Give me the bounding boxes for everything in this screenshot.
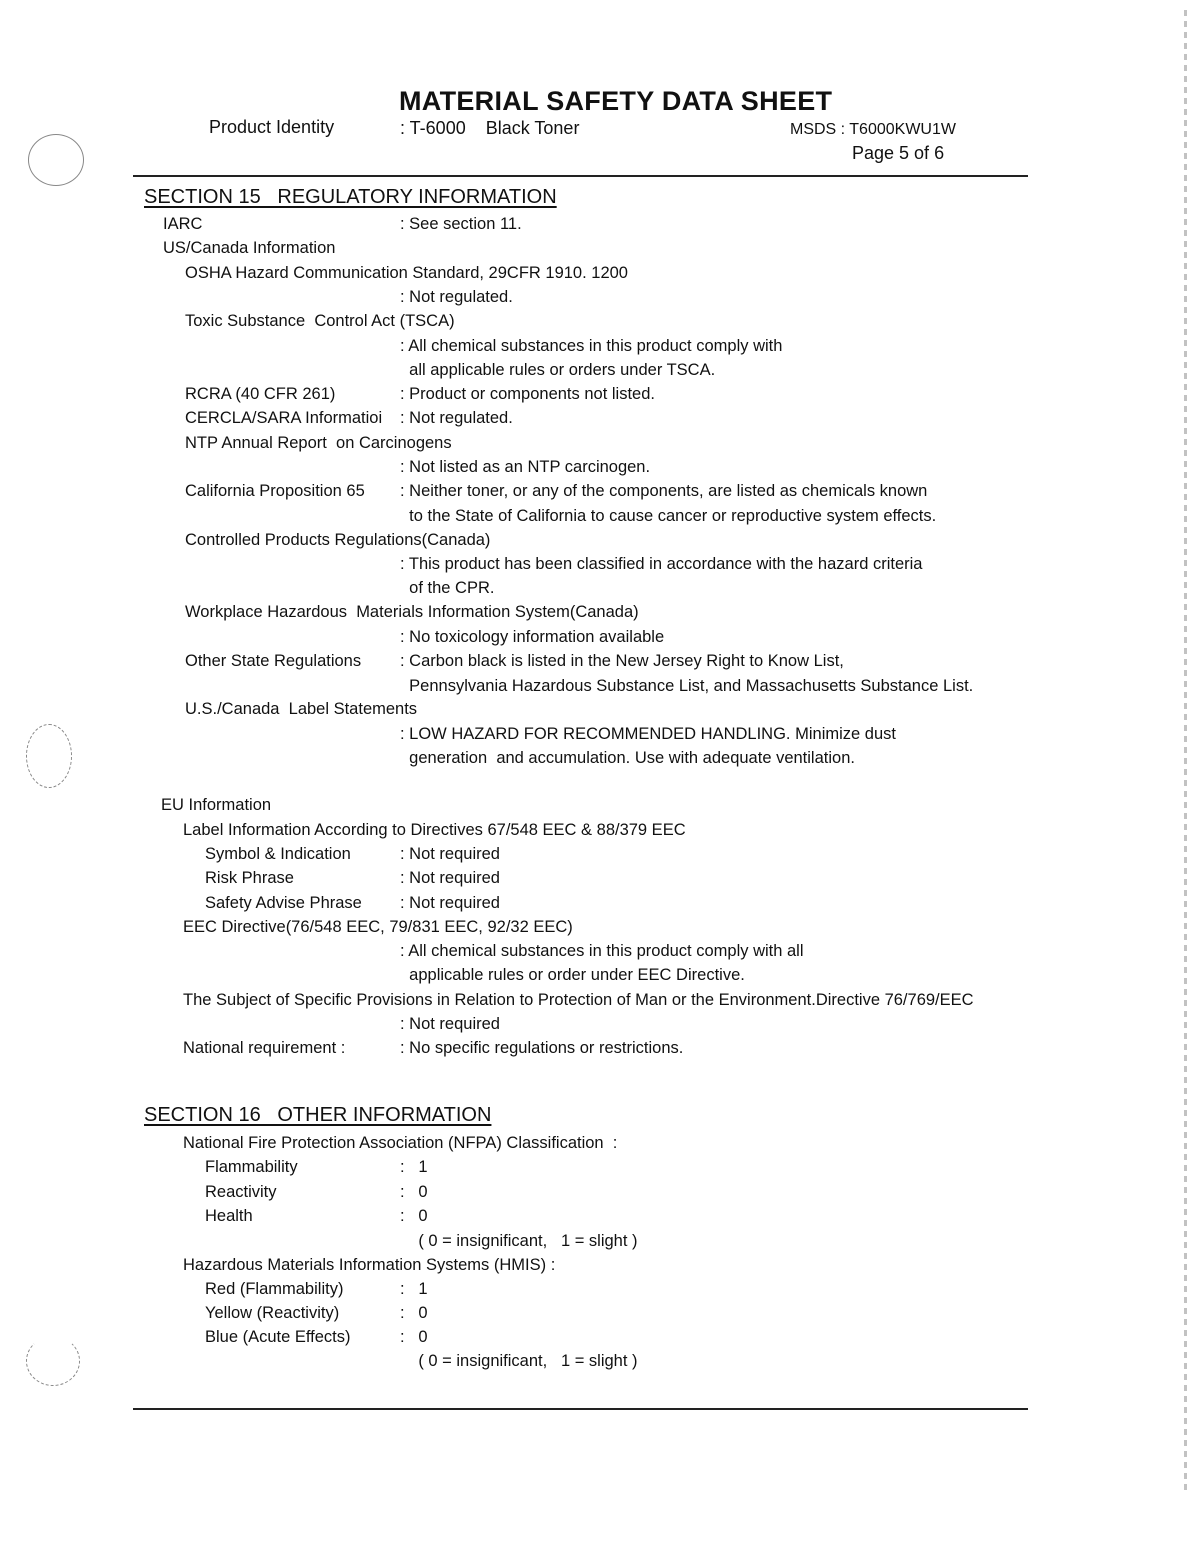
field-label: U.S./Canada Label Statements — [185, 700, 418, 718]
field-label: IARC — [163, 215, 203, 233]
field-value: ( 0 = insignificant, 1 = slight ) — [400, 1232, 638, 1250]
field-label: Toxic Substance Control Act (TSCA) — [185, 312, 455, 330]
field-label: NTP Annual Report on Carcinogens — [185, 434, 452, 452]
field-label: Red (Flammability) — [205, 1280, 344, 1298]
scan-edge — [1184, 10, 1187, 1490]
field-label: Flammability — [205, 1158, 298, 1176]
field-value: : Not required — [400, 845, 500, 863]
field-value: : No specific regulations or restrictions. — [400, 1039, 684, 1057]
page-number: Page 5 of 6 — [852, 143, 945, 163]
field-label: Symbol & Indication — [205, 845, 351, 863]
field-label: RCRA (40 CFR 261) — [185, 385, 336, 403]
footer-rule — [133, 1408, 1028, 1410]
field-label: CERCLA/SARA Informatioi — [185, 409, 383, 427]
field-label: Reactivity — [205, 1183, 277, 1201]
field-label: Controlled Products Regulations(Canada) — [185, 531, 491, 549]
field-label: Workplace Hazardous Materials Information System(Canada) — [185, 603, 639, 621]
field-label: OSHA Hazard Communication Standard, 29CFR 1910. 1200 — [185, 264, 628, 282]
field-label: The Subject of Specific Provisions in Relation to Protection of Man or the Environment.Directive 76/769/EEC — [183, 991, 974, 1009]
field-value: : 0 — [400, 1207, 428, 1225]
field-label: Hazardous Materials Information Systems (HMIS) : — [183, 1256, 556, 1274]
field-value: : 0 — [400, 1304, 428, 1322]
field-value: : Not required — [400, 894, 500, 912]
field-value: : All chemical substances in this product comply with — [400, 337, 783, 355]
field-value: : Not regulated. — [400, 409, 513, 427]
field-label: EEC Directive(76/548 EEC, 79/831 EEC, 92/32 EEC) — [183, 918, 573, 936]
field-label: Safety Advise Phrase — [205, 894, 362, 912]
punch-hole-middle — [26, 724, 72, 788]
field-label: EU Information — [161, 796, 272, 814]
field-value: : Not required — [400, 1015, 500, 1033]
section-16-heading: SECTION 16 OTHER INFORMATION — [144, 1104, 492, 1126]
field-value: : Product or components not listed. — [400, 385, 655, 403]
punch-hole-top — [28, 134, 84, 186]
field-value: : Not regulated. — [400, 288, 513, 306]
punch-hole-bottom — [26, 1336, 80, 1386]
section-15-heading: SECTION 15 REGULATORY INFORMATION — [144, 186, 557, 208]
field-value: generation and accumulation. Use with adequate ventilation. — [400, 749, 855, 767]
field-label: Blue (Acute Effects) — [205, 1328, 351, 1346]
field-label: Risk Phrase — [205, 869, 294, 887]
field-value: : All chemical substances in this product comply with all — [400, 942, 804, 960]
field-value: : 1 — [400, 1158, 428, 1176]
field-value: : 1 — [400, 1280, 428, 1298]
field-value: : See section 11. — [400, 215, 522, 233]
field-value: : 0 — [400, 1328, 428, 1346]
field-value: to the State of California to cause cancer or reproductive system effects. — [400, 507, 937, 525]
field-value: : No toxicology information available — [400, 628, 665, 646]
field-label: Health — [205, 1207, 253, 1225]
field-value: : Neither toner, or any of the components, are listed as chemicals known — [400, 482, 928, 500]
field-value: of the CPR. — [400, 579, 495, 597]
field-label: Yellow (Reactivity) — [205, 1304, 340, 1322]
field-label: California Proposition 65 — [185, 482, 365, 500]
field-value: : Not listed as an NTP carcinogen. — [400, 458, 651, 476]
field-value: : LOW HAZARD FOR RECOMMENDED HANDLING. Minimize dust — [400, 725, 896, 743]
field-value: : This product has been classified in accordance with the hazard criteria — [400, 555, 923, 573]
field-label: National requirement : — [183, 1039, 346, 1057]
field-value: applicable rules or order under EEC Directive. — [400, 966, 745, 984]
field-label: Label Information According to Directives 67/548 EEC & 88/379 EEC — [183, 821, 686, 839]
document-title: MATERIAL SAFETY DATA SHEET — [399, 86, 833, 116]
field-label: National Fire Protection Association (NFPA) Classification : — [183, 1134, 618, 1152]
field-value: all applicable rules or orders under TSCA. — [400, 361, 716, 379]
product-identity-label: Product Identity — [209, 117, 335, 137]
field-label: Other State Regulations — [185, 652, 362, 670]
msds-number: MSDS : T6000KWU1W — [790, 121, 956, 138]
field-value: : Carbon black is listed in the New Jersey Right to Know List, — [400, 652, 844, 670]
field-value: : 0 — [400, 1183, 428, 1201]
field-value: Pennsylvania Hazardous Substance List, and Massachusetts Substance List. — [400, 677, 974, 695]
field-value: : Not required — [400, 869, 500, 887]
field-label: US/Canada Information — [163, 239, 336, 257]
header-rule — [133, 175, 1028, 177]
field-value: ( 0 = insignificant, 1 = slight ) — [400, 1352, 638, 1370]
product-identity-value: : T-6000 Black Toner — [400, 118, 580, 138]
